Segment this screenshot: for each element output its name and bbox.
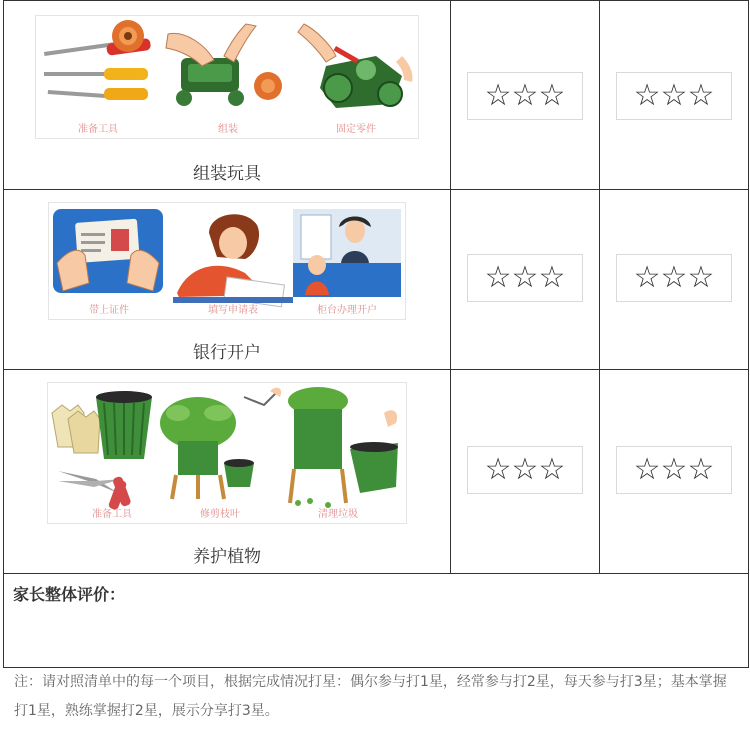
caption-prepare-tools: 准备工具 xyxy=(92,509,132,520)
trash-bin-icon xyxy=(96,391,152,459)
activity-cell-toy xyxy=(4,1,451,190)
id-card-icon xyxy=(53,209,163,293)
table-row xyxy=(4,574,749,668)
star-rating-text: ☆☆☆ xyxy=(484,260,566,295)
rating-cell-b xyxy=(600,370,749,574)
star-rating-text: ☆☆☆ xyxy=(633,78,715,113)
plant-cleaning-icon xyxy=(288,387,398,508)
rating-cell-a xyxy=(451,1,600,190)
star-rating[interactable] xyxy=(616,254,732,302)
hands-assembling-icon xyxy=(166,24,282,106)
gloves-icon xyxy=(52,405,100,453)
table-row xyxy=(4,1,749,190)
rating-cell-b xyxy=(600,190,749,370)
activity-label: 组装玩具 xyxy=(193,164,261,184)
evaluation-table xyxy=(3,0,749,668)
table-row xyxy=(4,370,749,574)
caption-clean-up: 清理垃圾 xyxy=(318,509,358,520)
star-rating[interactable] xyxy=(467,72,583,120)
table-row xyxy=(4,190,749,370)
parent-eval-label: 家长整体评价： xyxy=(13,585,126,604)
caption-trim-leaves: 修剪枝叶 xyxy=(200,509,240,520)
bank-counter-icon xyxy=(293,209,401,297)
caption-fill-form: 填写申请表 xyxy=(208,305,258,316)
plant-illustration xyxy=(47,382,407,524)
star-rating[interactable] xyxy=(616,72,732,120)
star-rating[interactable] xyxy=(616,446,732,494)
star-rating-text: ☆☆☆ xyxy=(484,78,566,113)
parent-eval-cell[interactable] xyxy=(4,574,749,668)
activity-label: 养护植物 xyxy=(193,547,261,567)
bank-illustration xyxy=(48,202,406,320)
star-rating-text: ☆☆☆ xyxy=(484,452,566,487)
caption-bring-id: 带上证件 xyxy=(89,305,129,316)
activity-cell-bank xyxy=(4,190,451,370)
rating-cell-b xyxy=(600,1,749,190)
star-rating[interactable] xyxy=(467,446,583,494)
toy-illustration xyxy=(35,15,419,139)
rating-cell-a xyxy=(451,190,600,370)
activity-cell-plant xyxy=(4,370,451,574)
shears-icon xyxy=(58,471,132,511)
caption-fix-parts: 固定零件 xyxy=(336,124,376,135)
caption-open-account: 柜台办理开户 xyxy=(317,305,377,316)
rating-cell-a xyxy=(451,370,600,574)
star-rating-text: ☆☆☆ xyxy=(633,452,715,487)
caption-assemble: 组装 xyxy=(218,124,238,135)
star-rating-text: ☆☆☆ xyxy=(633,260,715,295)
finished-toy-icon xyxy=(298,24,413,108)
toy-wheel-icon xyxy=(112,20,144,52)
star-rating[interactable] xyxy=(467,254,583,302)
caption-prepare-tools: 准备工具 xyxy=(78,124,118,135)
plant-trimming-icon xyxy=(160,388,281,499)
girl-writing-icon xyxy=(173,214,293,307)
activity-label: 银行开户 xyxy=(193,343,261,363)
footnote: 注：请对照清单中的每一个项目，根据完成情况打星：偶尔参与打1星，经常参与打2星，每天参与打3星；基本掌握打1星，熟练掌握打2星，展示分享打3星。 xyxy=(14,674,727,719)
